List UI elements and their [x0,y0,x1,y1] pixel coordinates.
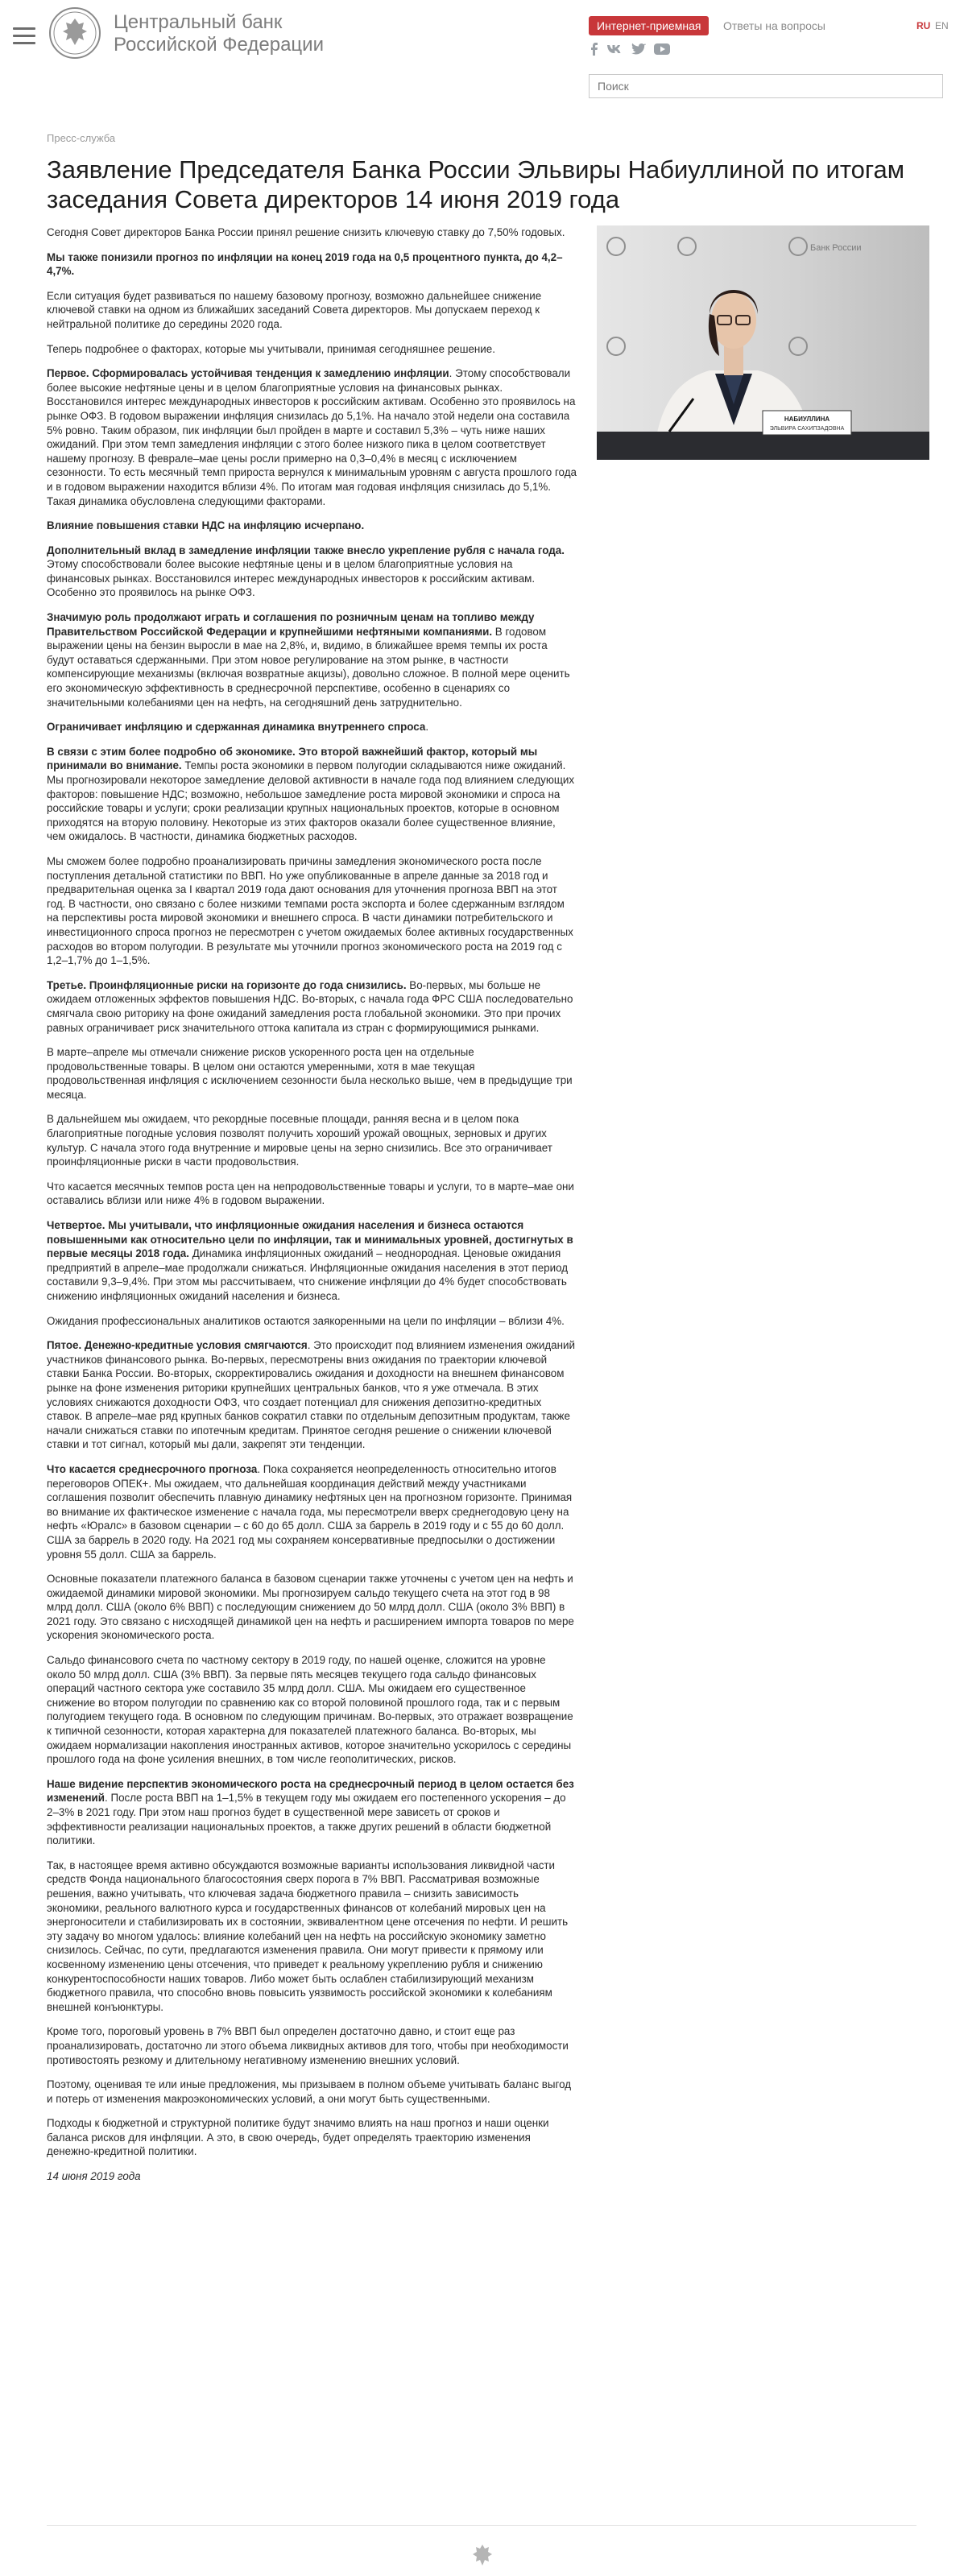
paragraph [47,745,577,844]
paragraph-text: Сальдо финансового счета по частному сектору в 2019 году, по нашей оценке, сложится на уровне около 50 млрд долл. США (3% ВВП). За первые пять месяцев текущего года сальдо финансовых операций частного сектора уже составило 35 млрд долл. США. Мы ожидаем его существенное снижение во втором полугодии по сравнению как со второй половиной прошлого года, так и с первым полугодием текущего года. В основном по следующим причинам. Во-первых, это отражает возвращение к типичной сезонности, которая характерна для показателей платежного баланса. Во-вторых, мы ожидаем нормализации накопления иностранных активов, которое значительно ускорилось с середины прошлого года на фоне усиления внешних, в том числе геополитических, рисков. [47,1654,573,1766]
paragraph-text: Мы сможем более подробно проанализировать причины замедления экономического роста после поступления детальной статистики по ВВП. Но уже опубликованные в апреле данные за 2018 год и предварительная оценка за I квартал 2019 года дают основания для уточнения прогноза ВВП на этот год. В частности, оно связано с более низкими темпами роста экспорта и более сдержанным взглядом на перспективы роста мировой экономики и внешнего спроса. В части динамики потребительского и инвестиционного спроса прогноз не пересмотрен с учетом ожидаемых более активных государственных расходов во втором полугодии. В результате мы уточнили прогноз экономического роста на 2019 год с 1,2–1,7% до 1–1,5%. [47,854,573,967]
paragraph [47,519,577,533]
nameplate-line2: ЭЛЬВИРА САХИПЗАДОВНА [769,426,845,432]
paragraph-text: В годовом выражении цены на бензин выросли в мае на 2,8%, и, видимо, в ближайшее время темпы их роста будут оставаться сдержанными. При этом новое регулирование на этом рынке, в частности компенсирующие механизмы (включая возвратные акцизы), довольно сложное. В полной мере оценить его экономическую эффективность в среднесрочной перспективе, особенно в сценариях со значительными колебаниями цен на нефть, на сегодняшний день затруднительно. [47,625,570,709]
paragraph-text: Сегодня Совет директоров Банка России принял решение снизить ключевую ставку до 7,50% годовых. [47,226,565,238]
wall-text: Банк России [810,243,862,253]
paragraph-text: Подходы к бюджетной и структурной политике будут значимо влиять на наш прогноз и наши оценки баланса рисков для инфляции. А это, в свою очередь, будет определять траекторию изменения денежно-кредитной политики. [47,2117,549,2158]
paragraph [47,1218,577,1304]
paragraph [47,2024,577,2067]
paragraph-bold: Влияние повышения ставки НДС на инфляцию исчерпано. [47,519,365,532]
paragraph-bold: Пятое. Денежно-кредитные условия смягчаются [47,1339,308,1352]
paragraph [47,1045,577,1102]
paragraph-text: Динамика инфляционных ожиданий – неоднородная. Ценовые ожидания предприятий в апреле–мае продолжали снижаться. Инфляционные ожидания населения в этот период составили 9,3–9,4%. При этом мы рассчитываем, что снижение инфляции до 4% будет способствовать снижению инфляционных ожиданий населения и бизнеса. [47,1247,569,1302]
twitter-icon[interactable] [631,43,646,56]
paragraph-text: Теперь подробнее о факторах, которые мы учитывали, принимая сегодняшнее решение. [47,342,495,355]
paragraph [47,2078,577,2106]
menu-burger-icon[interactable] [13,27,35,49]
article-body [47,225,577,2194]
paragraph-bold: Четвертое. Мы учитывали, что инфляционные ожидания населения и бизнеса остаются повышенными как относительно цели по инфляции, так и минимальных уровней, достигнутых в первые месяцы 2018 года. [47,1219,573,1260]
footer-divider [47,2525,916,2526]
desk [597,432,929,460]
paragraph [47,342,577,357]
paragraph-text: . Этому способствовали более высокие нефтяные цены и в целом благоприятные условия на финансовых рынках. Восстановился интерес международных инвесторов к российским активам. Особенно это проявилось на рынке ОФЗ. В годовом выражении инфляция снизилась до 5,1%. На начало этой недели она составила 5% ровно. Таким образом, пик инфляции был пройден в марте и составил 5,3% – чуть ниже наших ожиданий. При этом темп замедления инфляции с этого более низкого пика в целом соответствует нашему прогнозу. В феврале–мае цены росли примерно на 0,3–0,4% в месяц с исключением сезонности. То есть месячный темп прироста вернулся к минимальным уровням с августа прошлого года и в годовом выражении находится вблизи 4%. По итогам мая годовая инфляция снизилась до 5,1%. Такая динамика обусловлена следующими факторами. [47,367,577,507]
page-title: Заявление Председателя Банка России Эльвиры Набиуллиной по итогам заседания Совета директоров 14 июня 2019 года [47,155,905,213]
paragraph-text: . [425,721,429,734]
paragraph [47,289,577,332]
paragraph [47,978,577,1035]
paragraph [47,1859,577,2015]
faq-link[interactable]: Ответы на вопросы [723,19,825,32]
paragraph-text: Темпы роста экономики в первом полугодии складываются ниже ожиданий. Мы прогнозировали некоторое замедление деловой активности в начале года под влиянием следующих факторов: повышение НДС; возможно, небольшое замедление роста мировой экономики и спроса на российские товары и услуги; сроки реализации крупных национальных проектов, которые в основном приходятся на вторую половину. Некоторые из этих факторов оказали более существенное влияние, чем ожидалось. В частности, динамика бюджетных расходов. [47,759,575,843]
paragraph-text: . Пока сохраняется неопределенность относительно итогов переговоров ОПЕК+. Мы ожидаем, что дальнейшая координация действий между участниками соглашения позволит обеспечить плавную динамику нефтяных цен на прогнозном горизонте. Принимая во внимание их фактическое изменение с начала года, мы пересмотрели вверх среднегодовую цену на нефть «Юралс» в базовом сценарии – с 60 до 65 долл. США за баррель в 2019 году и с 55 до 60 долл. США за баррель в 2020 году. На 2021 год мы сохраняем консервативные предпосылки о достижении уровня 55 долл. США за баррель. [47,1462,573,1561]
bank-emblem-logo[interactable] [48,6,101,60]
paragraph-text: Так, в настоящее время активно обсуждаются возможные варианты использования ликвидной части средств Фонда национального благосостояния сверх порога в 7% ВВП. Рассматривая возможные решения, важно учитывать, что ключевая задача бюджетного правила – снизить зависимость экономики, реального валютного курса и государственных финансов от колебаний мировых цен на энергоносители и стабилизировать их в состоянии, эквивалентном цене отсечения по нефти. И решить эту задачу во многом удалось: влияние колебаний цен на нефть на российскую экономику заметно снизилось. Сейчас, по сути, предлагаются изменения правила. Они могут привести к прямому или косвенному изменению цены отсечения, что приведет к реальному укреплению рубля и снижению конкурентоспособности наших товаров. Либо может быть ослаблен стабилизирующий механизм бюджетного правила, что способно вновь повысить уязвимость российской экономики к колебаниям внешней конъюнктуры. [47,1859,569,2013]
paragraph-text: Во-первых, мы больше не ожидаем отложенных эффектов повышения НДС. Во-вторых, с начала года ФРС США последовательно смягчала свою риторику на фоне ожиданий замедления роста глобальной экономики. Это при прочих равных ограничивает риск значительного оттока капитала из стран с формирующимися рынками. [47,978,573,1034]
paragraph [47,610,577,709]
publication-date: 14 июня 2019 года [47,2170,141,2183]
paragraph [47,366,577,508]
vk-icon[interactable] [606,43,623,56]
facebook-icon[interactable] [589,43,598,56]
bank-name-line2: Российской Федерации [114,34,324,56]
youtube-icon[interactable] [654,43,670,56]
paragraph-bold: Дополнительный вклад в замедление инфляции также внесло укрепление рубля с начала года. [47,544,565,556]
lang-en-link[interactable]: EN [935,20,949,31]
paragraph-text: В дальнейшем мы ожидаем, что рекордные посевные площади, ранняя весна и в целом пока благоприятные погодные условия позволят получить хороший урожай овощных, зерновых и других культур. С начала этого года внутренние и мировые цены на зерно снизились. Все это ограничивает проинфляционные риски в части продовольствия. [47,1113,552,1168]
search-input[interactable] [589,74,943,98]
paragraph-text: . После роста ВВП на 1–1,5% в текущем году мы ожидаем его постепенного ускорения – до 2–3% в 2021 году. При этом наш прогноз будет в существенной мере зависеть от сроков и эффективности реализации национальных проектов, а также других решений в области бюджетной политики. [47,1792,566,1847]
paragraph [47,1338,577,1452]
paragraph-text: В марте–апреле мы отмечали снижение рисков ускоренного роста цен на отдельные продовольственные товары. В целом они остаются умеренными, хотя в мае текущая продовольственная инфляция с исключением сезонности была несколько выше, чем в предыдущие три месяца. [47,1046,573,1101]
paragraph-text: Если ситуация будет развиваться по нашему базовому прогнозу, возможно дальнейшее снижение ключевой ставки на одном из ближайших заседаний Совета директоров. Мы допускаем переход к нейтральной политике до середины 2020 года. [47,289,542,330]
paragraph [47,720,577,734]
footer-emblem-icon[interactable] [470,2543,494,2567]
paragraph [47,854,577,968]
paragraph-text: Ожидания профессиональных аналитиков остаются заякоренными на цели по инфляции – вблизи 4%. [47,1314,565,1327]
paragraph-bold: Третье. Проинфляционные риски на горизонте до года снизились. [47,978,407,991]
paragraph [47,1462,577,1561]
paragraph-bold: Ограничивает инфляцию и сдержанная динамика внутреннего спроса [47,721,426,734]
paragraph-text: Поэтому, оценивая те или иные предложения, мы призываем в полном объеме учитывать баланс выгод и потерь от изменения макроэкономических условий, а они могут быть существенными. [47,2078,572,2105]
lang-ru-link[interactable]: RU [916,20,931,31]
paragraph-text: . Это происходит под влиянием изменения ожиданий участников финансового рынка. Во-первых, пересмотрены вниз ожидания по траектории ключевой ставки Банка России. Во-вторых, скорректировались ожидания и доходности на внешнем финансовом рынке на фоне изменения риторики крупнейших центральных банков, что я уже отмечала. В этих условиях снижаются доходности ОФЗ, что создает потенциал для снижения депозитно-кредитных ставок. В апреле–мае ряд крупных банков сократил ставки по отдельным депозитным продуктам, также начали снижаться ставки по ипотечным кредитам. Принятое сегодня решение о снижении ключевой ставки и тот сигнал, который мы дали, закрепят эти тенденции. [47,1339,575,1451]
paragraph-bold: Мы также понизили прогноз по инфляции на конец 2019 года на 0,5 процентного пункта, до 4,2–4,7%. [47,250,563,278]
chairman-photo [597,225,929,460]
paragraph [47,1180,577,1208]
site-header [0,0,964,121]
paragraph [47,1572,577,1643]
breadcrumb[interactable]: Пресс-служба [47,132,116,144]
paragraph [47,1112,577,1168]
paragraph-text: Этому способствовали более высокие нефтяные цены и в целом благоприятные условия на финансовых рынках. Восстановился интерес международных инвесторов к российским активам. Особенно это проявилось на рынке ОФЗ. [47,558,536,599]
paragraph-text: Что касается месячных темпов роста цен на непродовольственные товары и услуги, то в марте–мае они оставались вблизи или ниже 4% в годовом выражении. [47,1180,574,1207]
paragraph-bold: В связи с этим более подробно об экономике. Это второй важнейший фактор, который мы принимали во внимание. [47,745,538,772]
paragraph-bold: Что касается среднесрочного прогноза [47,1462,258,1475]
paragraph-text: Кроме того, пороговый уровень в 7% ВВП был определен достаточно давно, и стоит еще раз проанализировать, достаточно ли этого объема ликвидных активов для того, чтобы при необходимости противостоять резкому и длительному негативному изменению внешних условий. [47,2025,569,2066]
paragraph-bold: Значимую роль продолжают играть и соглашения по розничным ценам на топливо между Правительством Российской Федерации и крупнейшими нефтяными компаниями. [47,611,535,638]
paragraph [47,1314,577,1329]
paragraph [47,1777,577,1848]
internet-reception-button[interactable]: Интернет-приемная [589,16,709,35]
paragraph [47,544,577,600]
paragraph-bold: Наше видение перспектив экономического роста на среднесрочный период в целом остается без изменений [47,1777,574,1805]
paragraph [47,225,577,240]
bank-name[interactable] [114,11,324,56]
bank-name-line1: Центральный банк [114,11,283,33]
paragraph [47,2116,577,2159]
paragraph-text: Основные показатели платежного баланса в базовом сценарии также уточнены с учетом цен на нефть и ожидаемой динамики мировой экономики. Мы прогнозируем сальдо текущего счета на этот год в 98 млрд долл. США (около 6% ВВП) с последующим снижением до 50 млрд долл. США (около 3% ВВП) в 2021 году. Это связано с нисходящей динамикой цен на нефть и расширением импорта товаров по мере ускорения экономического роста. [47,1573,574,1642]
paragraph [47,250,577,279]
social-links [589,42,675,56]
paragraph-bold: Первое. Сформировалась устойчивая тенденция к замедлению инфляции [47,367,449,380]
nameplate-line1: НАБИУЛЛИНА [784,416,830,423]
paragraph [47,1653,577,1767]
